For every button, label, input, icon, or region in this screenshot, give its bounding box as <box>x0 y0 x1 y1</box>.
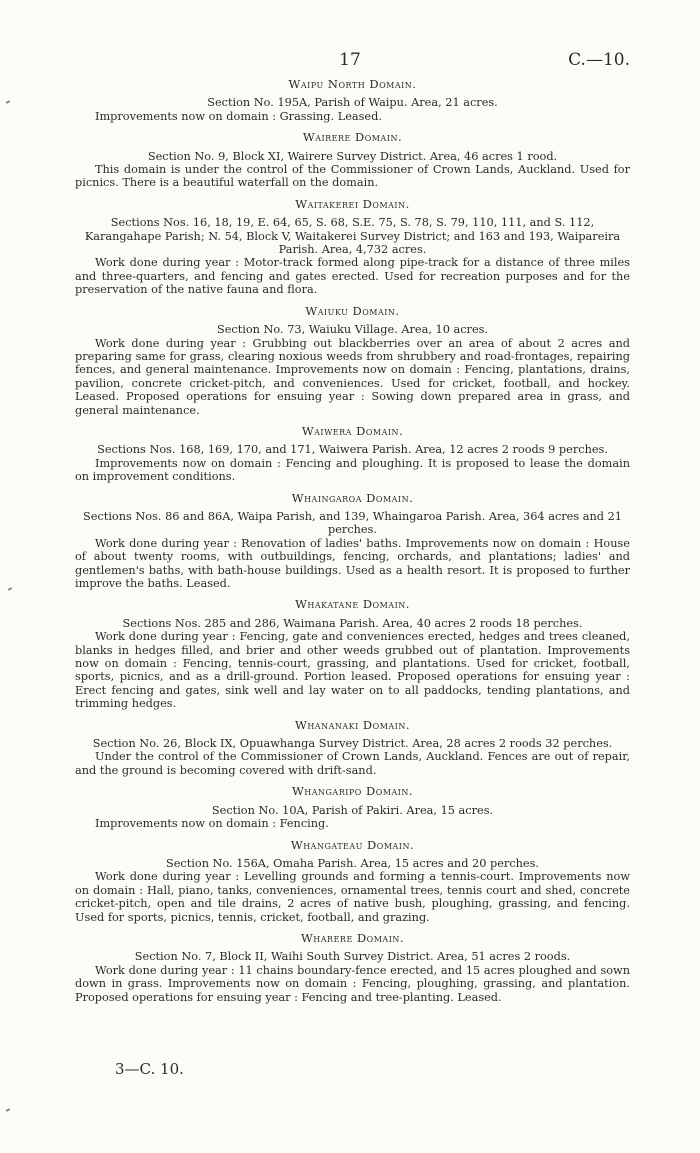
domain-heading: Waipu North Domain. <box>288 77 417 91</box>
domain-section: Sections Nos. 86 and 86A, Waipa Parish, and 139, Whaingaroa Parish. Area, 364 acres and 21 perches. <box>83 509 622 537</box>
domain-text: Work done during year : Motor-track formed along pipe-track for a distance of three miles and three-quarters, and fencing and gates erected. Used for recreation purposes and for the preservation of the native fauna and flora. <box>75 256 630 297</box>
domain-entry <box>75 932 630 1004</box>
domain-heading: Whangaripo Domain. <box>291 784 414 799</box>
domain-section: Section No. 26, Block IX, Opuawhanga Survey District. Area, 28 acres 2 roods 32 perches. <box>92 737 613 751</box>
domain-entry <box>75 305 630 417</box>
domain-entry <box>75 598 630 710</box>
domain-heading: Waitakerei Domain. <box>295 196 410 211</box>
domain-text: Improvements now on domain : Grassing. Leased. <box>95 109 382 123</box>
domain-heading: Waiuku Domain. <box>305 303 400 318</box>
domain-section: Section No. 156A, Omaha Parish. Area, 15 acres and 20 perches. <box>165 856 539 870</box>
domain-section: Section No. 10A, Parish of Pakiri. Area, 15 acres. <box>211 803 494 817</box>
domain-section: Sections Nos. 168, 169, 170, and 171, Waiwera Parish. Area, 12 acres 2 roods 9 perches. <box>97 443 608 457</box>
domain-section: Sections Nos. 16, 18, 19, E. 64, 65, S. 68, S.E. 75, S. 78, S. 79, 110, 111, and S. 112, Karangahape Parish; N. 54, Block V, Waitakerei Survey District; and 163 and 193, Waipareira Parish. Area, 4,732 acres. <box>84 216 621 257</box>
document-reference: C.—10. <box>568 50 630 70</box>
domain-text: Work done during year : Grubbing out blackberries over an area of about 2 acres and preparing same for grass, clearing noxious weeds from shrubbery and road-frontages, repairing fences, and general maintenance. Improvements now on domain : Fencing, plantations, drains, pavilion, concrete cricket-pitch, and conveniences. Used for cricket, football, and hockey. Leased. Proposed operations for ensuing year : Sowing down prepared area in grass, and general maintenance. <box>75 336 630 417</box>
domain-section: Section No. 73, Waiuku Village. Area, 10 acres. <box>216 323 489 337</box>
domain-text: Work done during year : Fencing, gate and conveniences erected, hedges and trees cleaned, blanks in hedges filled, and brier and other weeds grubbed out of plantation. Improvements now on domain : Fencing, tennis-court, grassing, and plantations. Used for cricket, football, sports, picnics, and as a drill-ground. Portion leased. Proposed operations for ensuing year : Erect fencing and gates, sink well and lay water on to all paddocks, tending plantations, and trimming hedges. <box>75 630 630 711</box>
domain-heading: Whananaki Domain. <box>295 717 410 732</box>
domain-heading: Whaingaroa Domain. <box>291 490 414 505</box>
domain-entry <box>75 131 630 190</box>
domain-section: Section No. 9, Block XI, Wairere Survey District. Area, 46 acres 1 rood. <box>147 149 558 163</box>
domain-heading: Waiwera Domain. <box>301 423 404 438</box>
domain-section: Section No. 195A, Parish of Waipu. Area, 21 acres. <box>207 96 498 110</box>
domain-entry <box>75 839 630 924</box>
domain-entry <box>75 492 630 591</box>
domain-entry <box>75 719 630 778</box>
domain-heading: Wharere Domain. <box>300 930 405 945</box>
domain-text: Work done during year : Levelling grounds and forming a tennis-court. Improvements now on domain : Hall, piano, tanks, conveniences, ornamental trees, tennis court and shed, concrete cricket-pitch, open and tile drains, 2 acres of native bush, ploughing, grassing, and fencing. Used for sports, picnics, tennis, cricket, football, and grazing. <box>75 870 630 924</box>
domain-section: Sections Nos. 285 and 286, Waimana Parish. Area, 40 acres 2 roods 18 perches. <box>122 616 583 630</box>
scan-speck <box>8 587 12 591</box>
domain-list <box>75 78 630 1012</box>
domain-text: Work done during year : 11 chains boundary-fence erected, and 15 acres ploughed and sown down in grass. Improvements now on domain : Fencing, ploughing, grassing, and plantation. Proposed operations for ensuing year : Fencing and tree-planting. Leased. <box>75 963 630 1004</box>
domain-entry <box>75 785 630 830</box>
scan-speck <box>6 1108 10 1112</box>
domain-heading: Whakatane Domain. <box>295 597 410 612</box>
domain-text: Under the control of the Commissioner of Crown Lands, Auckland. Fences are out of repair, and the ground is becoming covered with drift-sand. <box>75 750 630 777</box>
domain-entry <box>75 425 630 484</box>
domain-heading: Wairere Domain. <box>302 130 403 145</box>
domain-heading: Whangateau Domain. <box>290 837 415 852</box>
signature-mark: 3—C. 10. <box>115 1060 184 1078</box>
domain-entry <box>75 198 630 297</box>
scan-speck <box>6 100 10 104</box>
domain-text: Improvements now on domain : Fencing. <box>95 817 329 831</box>
domain-entry <box>75 78 630 123</box>
domain-section: Section No. 7, Block II, Waihi South Survey District. Area, 51 acres 2 roods. <box>134 950 571 964</box>
page-number: 17 <box>339 50 361 70</box>
domain-text: This domain is under the control of the Commissioner of Crown Lands, Auckland. Used for picnics. There is a beautiful waterfall on the domain. <box>75 163 630 190</box>
domain-text: Work done during year : Renovation of ladies' baths. Improvements now on domain : House of about twenty rooms, with outbuildings, fencing, orchards, and plantations; ladies' and gentlemen's baths, with bath-house buildings. Used as a health resort. It is proposed to further improve the baths. Leased. <box>75 536 630 590</box>
domain-text: Improvements now on domain : Fencing and ploughing. It is proposed to lease the domain on improvement conditions. <box>75 456 630 484</box>
